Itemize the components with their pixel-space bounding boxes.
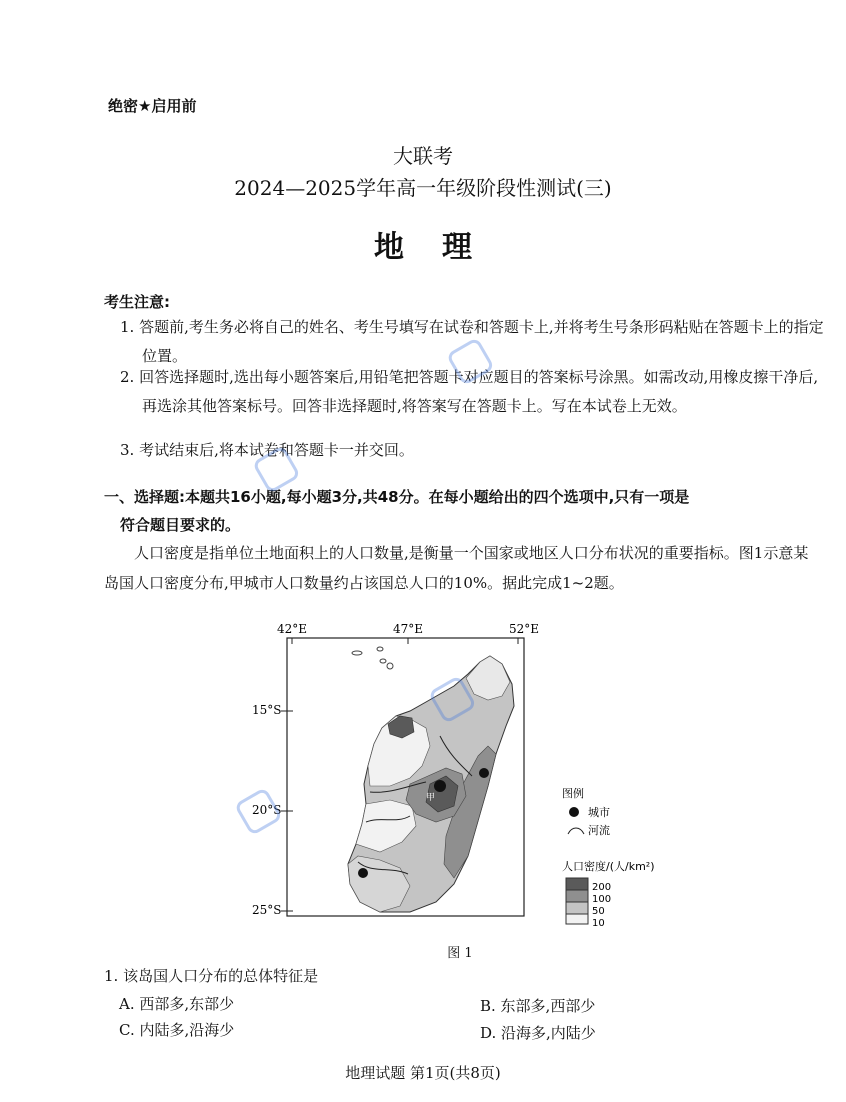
legend-density-title: 人口密度/(人/km²) — [562, 860, 655, 873]
lon-label-47: 47°E — [392, 622, 424, 636]
notice-heading: 考生注意: — [104, 293, 170, 311]
lat-label-25: 25°S — [252, 903, 282, 917]
legend-level-10: 10 — [592, 918, 605, 929]
exam-title: 2024—2025学年高一年级阶段性测试(三) — [234, 176, 612, 200]
city-jia — [434, 780, 446, 792]
notice-item-1: 1. 答题前,考生务必将自己的姓名、考生号填写在试卷和答题卡上,并将考生号条形码粘贴在答题卡上的指定位置。 — [120, 318, 824, 365]
subject-title: 地理 — [374, 230, 510, 265]
city-east — [479, 768, 489, 778]
section-heading — [104, 483, 822, 539]
legend-city: 城市 — [588, 806, 610, 819]
page-footer: 地理试题 第1页(共8页) — [345, 1064, 501, 1082]
legend-city-dot — [569, 807, 579, 817]
legend-level-100: 100 — [592, 894, 612, 905]
legend-title: 图例 — [562, 787, 584, 800]
legend-swatch-100 — [566, 890, 588, 902]
figure-map — [240, 616, 680, 946]
city-south — [358, 868, 368, 878]
secret-label: 绝密★启用前 — [108, 97, 197, 115]
lat-label-20: 20°S — [252, 803, 282, 817]
question-1-stem: 1. 该岛国人口分布的总体特征是 — [104, 967, 319, 985]
section-heading-line1: 一、选择题:本题共16小题,每小题3分,共48分。在每小题给出的四个选项中,只有一项是 — [104, 488, 690, 506]
passage-text: 人口密度是指单位土地面积上的人口数量,是衡量一个国家或地区人口分布状况的重要指标。图1示意某岛国人口密度分布,甲城市人口数量约占该国总人口的10%。据此完成1~2题。 — [104, 544, 809, 592]
legend-swatch-200 — [566, 878, 588, 890]
lon-label-52: 52°E — [508, 622, 540, 636]
legend-river: 河流 — [588, 824, 610, 837]
passage — [104, 538, 820, 598]
notice-item-2: 2. 回答选择题时,选出每小题答案后,用铅笔把答题卡对应题目的答案标号涂黑。如需改动,用橡皮擦干净后,再选涂其他答案标号。回答非选择题时,将答案写在答题卡上。写在本试卷上无效。 — [120, 368, 819, 415]
legend-level-200: 200 — [592, 882, 612, 893]
question-1-option-a: A. 西部多,东部少 — [119, 995, 235, 1013]
exam-name: 大联考 — [393, 144, 453, 168]
legend-swatch-50 — [566, 902, 588, 914]
lat-label-15: 15°S — [252, 703, 282, 717]
city-jia-label: 甲 — [426, 793, 436, 803]
map-svg — [240, 616, 680, 946]
section-heading-line2: 符合题目要求的。 — [120, 516, 241, 534]
lon-label-42: 42°E — [276, 622, 308, 636]
question-1-option-c: C. 内陆多,沿海少 — [119, 1021, 235, 1039]
legend-river-line — [568, 828, 584, 834]
notice-item-3: 3. 考试结束后,将本试卷和答题卡一并交回。 — [120, 441, 414, 459]
legend-level-50: 50 — [592, 906, 605, 917]
question-1-option-d: D. 沿海多,内陆少 — [480, 1024, 596, 1042]
legend-swatch-10 — [566, 914, 588, 924]
question-1-option-b: B. 东部多,西部少 — [480, 997, 596, 1015]
figure-caption: 图 1 — [447, 946, 473, 961]
